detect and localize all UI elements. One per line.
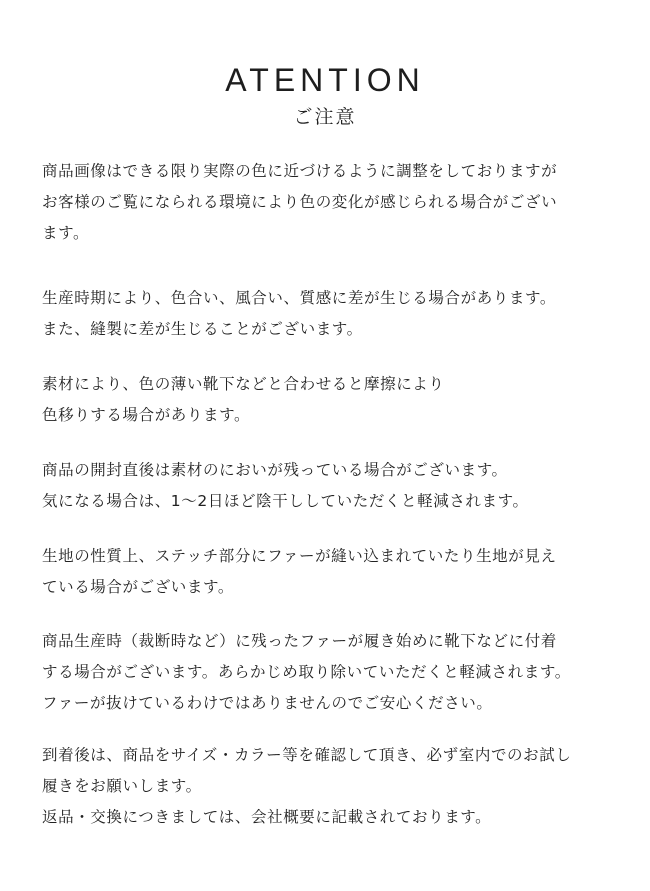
notice-line: ている場合がございます。 (42, 578, 234, 596)
notice-line: 生産時期により、色合い、風合い、質感に差が生じる場合があります。 (42, 289, 556, 307)
notice-production-variation (42, 283, 617, 345)
notice-residual-fur (42, 626, 617, 719)
notice-line: 履きをお願いします。 (42, 777, 202, 795)
notice-line: 到着後は、商品をサイズ・カラー等を確認して頂き、必ず室内でのお試し (42, 746, 572, 764)
notice-line: ます。 (42, 224, 90, 242)
notice-line: ファーが抜けているわけではありませんのでご安心ください。 (42, 694, 493, 712)
notice-line: また、縫製に差が生じることがございます。 (42, 320, 363, 338)
notice-line: 素材により、色の薄い靴下などと合わせると摩擦により (42, 375, 445, 393)
notice-line: 返品・交換につきましては、会社概要に記載されております。 (42, 808, 492, 826)
notice-fitting-returns (42, 740, 617, 833)
notice-line: 商品画像はできる限り実際の色に近づけるように調整をしておりますが (42, 162, 558, 180)
notice-stitch-fur (42, 541, 617, 603)
notice-color-accuracy (42, 156, 617, 249)
notice-line: 生地の性質上、ステッチ部分にファーが縫い込まれていたり生地が見え (42, 547, 557, 565)
notice-material-odor (42, 455, 617, 517)
notice-line: 気になる場合は、1〜2日ほど陰干ししていただくと軽減されます。 (42, 492, 529, 510)
page-title: ATENTION (225, 62, 425, 98)
notice-line: お客様のご覧になられる環境により色の変化が感じられる場合がござい (42, 193, 558, 211)
notice-color-transfer (42, 369, 617, 431)
notice-line: する場合がございます。あらかじめ取り除いていただくと軽減されます。 (42, 663, 571, 681)
notice-line: 色移りする場合があります。 (42, 406, 251, 424)
notice-line: 商品生産時（裁断時など）に残ったファーが履き始めに靴下などに付着 (42, 632, 557, 650)
notice-line: 商品の開封直後は素材のにおいが残っている場合がございます。 (42, 461, 508, 479)
page-subtitle: ご注意 (293, 106, 357, 128)
